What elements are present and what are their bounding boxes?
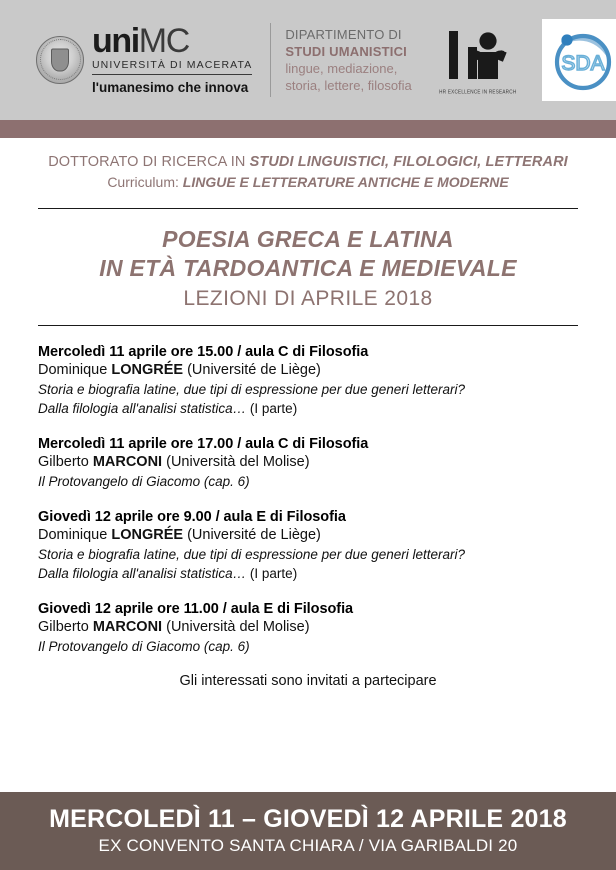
university-seal-icon bbox=[36, 36, 84, 84]
footer-band bbox=[0, 792, 616, 870]
lecture-subject-part: (cap. 6) bbox=[200, 474, 250, 489]
curriculum-label: Curriculum: bbox=[107, 174, 183, 190]
speaker-lastname: MARCONI bbox=[92, 618, 163, 635]
department-block bbox=[285, 26, 411, 95]
speaker-lastname: MARCONI bbox=[92, 454, 163, 470]
speaker-affiliation: (Università del Molise) bbox=[162, 454, 310, 470]
mauve-divider-band bbox=[0, 120, 616, 138]
lecture-datetime: Giovedì 12 aprile ore 9.00 / aula E di Filosofia bbox=[38, 508, 346, 525]
doctorate-prefix: DOTTORATO DI RICERCA IN bbox=[48, 154, 250, 170]
doctorate-program-line bbox=[0, 154, 616, 170]
footer-venue: EX CONVENTO SANTA CHIARA / VIA GARIBALDI 20 bbox=[98, 836, 518, 855]
lecture-list bbox=[38, 344, 578, 656]
poster-title-line-1: POESIA GRECA E LATINA bbox=[162, 226, 454, 252]
hr-excellence-caption: HR EXCELLENCE IN RESEARCH bbox=[439, 87, 517, 95]
lecture-subject-line-1: Storia e biografia latine, due tipi di espressione per due generi letterari? bbox=[38, 381, 466, 397]
poster-title-block bbox=[38, 208, 578, 326]
lecture-subject-part: (I parte) bbox=[246, 401, 298, 417]
lecture-subject-part: (I parte) bbox=[246, 566, 298, 582]
lecture-item bbox=[38, 509, 578, 584]
lecture-subject-italic: Il Protovangelo di Giacomo bbox=[38, 638, 201, 654]
speaker-lastname: LONGRÉE bbox=[111, 526, 184, 543]
doctorate-heading bbox=[0, 138, 616, 190]
lecture-subject-italic: Dalla filologia all'analisi statistica… bbox=[38, 401, 247, 417]
lecture-datetime: Mercoledì 11 aprile ore 17.00 / aula C di Filosofia bbox=[38, 436, 369, 452]
lecture-subject-line-1: Storia e biografia latine, due tipi di espressione per due generi letterari? bbox=[38, 546, 466, 562]
unimc-name bbox=[92, 21, 252, 60]
unimc-tagline: l'umanesimo che innova bbox=[92, 80, 249, 96]
sda-orbit-icon bbox=[545, 22, 616, 98]
lecture-subject-italic: Il Protovangelo di Giacomo bbox=[38, 474, 201, 489]
lecture-speaker bbox=[38, 362, 578, 378]
unimc-name-bold: uni bbox=[92, 21, 139, 60]
invitation-text: Gli interessati sono invitati a partecipare bbox=[179, 673, 437, 690]
lecture-speaker bbox=[38, 454, 578, 470]
header-logo-band bbox=[0, 0, 616, 120]
svg-text:SDA: SDA bbox=[561, 52, 605, 75]
department-line-1: DIPARTIMENTO DI bbox=[285, 26, 402, 42]
footer-dates: MERCOLEDÌ 11 – GIOVEDÌ 12 APRILE 2018 bbox=[49, 805, 567, 833]
lecture-subject-italic: Dalla filologia all'analisi statistica… bbox=[38, 566, 247, 582]
lecture-datetime: Giovedì 12 aprile ore 11.00 / aula E di Filosofia bbox=[38, 600, 354, 617]
poster-title-line-2: IN ETÀ TARDOANTICA E MEDIEVALE bbox=[99, 255, 517, 282]
lecture-subject-line-2 bbox=[38, 399, 578, 419]
unimc-wordmark bbox=[92, 21, 253, 96]
lecture-subject-line-1 bbox=[38, 472, 578, 492]
hr-excellence-logo bbox=[438, 27, 518, 94]
doctorate-program: STUDI LINGUISTICI, FILOLOGICI, LETTERARI bbox=[249, 154, 568, 170]
poster-title-line-3: LEZIONI DI APRILE 2018 bbox=[183, 286, 433, 310]
header-vertical-divider bbox=[270, 23, 271, 97]
lecture-subject-part: (cap. 6) bbox=[200, 638, 250, 654]
speaker-firstname: Dominique bbox=[38, 526, 112, 543]
lecture-datetime: Mercoledì 11 aprile ore 15.00 / aula C di Filosofia bbox=[38, 343, 369, 360]
speaker-firstname: Dominique bbox=[38, 361, 112, 378]
speaker-affiliation: (Università del Molise) bbox=[162, 618, 310, 635]
hr-excellence-icon bbox=[438, 27, 518, 85]
speaker-firstname: Gilberto bbox=[38, 618, 93, 635]
department-line-3: lingue, mediazione, bbox=[285, 61, 398, 76]
lecture-item bbox=[38, 436, 578, 492]
doctorate-curriculum-line bbox=[0, 174, 616, 190]
lecture-item bbox=[38, 344, 578, 419]
speaker-lastname: LONGRÉE bbox=[111, 361, 184, 378]
unimc-name-light: MC bbox=[138, 21, 189, 60]
lecture-speaker bbox=[38, 527, 578, 543]
department-line-2: STUDI UMANISTICI bbox=[285, 43, 407, 59]
speaker-affiliation: (Université de Liège) bbox=[183, 361, 321, 378]
lecture-subject-line-2 bbox=[38, 564, 578, 584]
unimc-logo bbox=[36, 21, 253, 96]
department-line-4: storia, lettere, filosofia bbox=[285, 78, 412, 94]
sda-logo bbox=[542, 19, 616, 101]
lecture-subject-line-1 bbox=[38, 637, 578, 657]
speaker-firstname: Gilberto bbox=[38, 454, 93, 470]
lecture-speaker bbox=[38, 619, 578, 635]
curriculum-value: LINGUE E LETTERATURE ANTICHE E MODERNE bbox=[182, 174, 509, 190]
lecture-item bbox=[38, 601, 578, 657]
unimc-university-label: UNIVERSITÀ DI MACERATA bbox=[92, 59, 252, 75]
speaker-affiliation: (Université de Liège) bbox=[183, 526, 321, 543]
